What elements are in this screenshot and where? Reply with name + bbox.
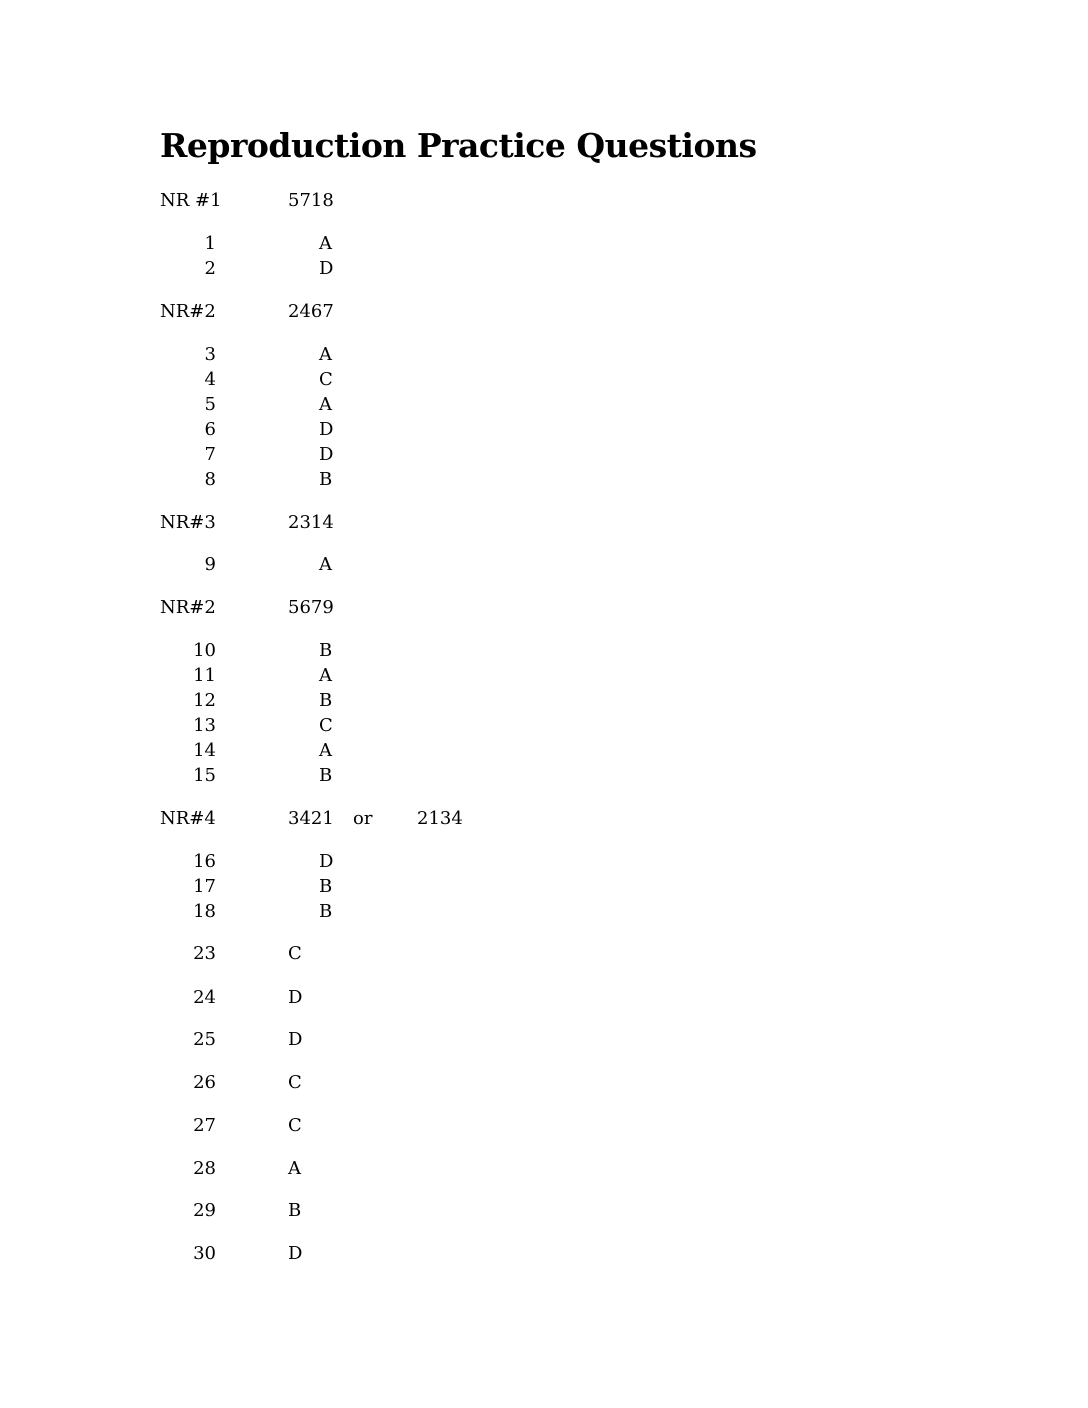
question-number: 5 [204,394,216,415]
section-code: 5679 [288,597,334,618]
question-answer: D [288,987,303,1008]
question-answer: D [288,1243,303,1264]
question-number: 28 [193,1158,216,1179]
question-answer: D [319,851,334,872]
question-answer: B [319,901,333,922]
question-number: 30 [193,1243,216,1264]
question-answer: D [319,419,334,440]
question-answer: A [288,1158,301,1179]
question-answer: C [319,369,333,390]
question-number: 25 [193,1029,216,1050]
question-number: 2 [204,258,216,279]
question-number: 8 [204,469,216,490]
question-answer: C [288,943,302,964]
question-answer: C [319,715,333,736]
section-label: NR #1 [160,190,222,211]
question-answer: B [319,640,333,661]
question-number: 29 [193,1200,216,1221]
question-number: 1 [204,233,216,254]
question-answer: D [288,1029,303,1050]
question-number: 11 [193,665,216,686]
question-answer: D [319,444,334,465]
question-number: 17 [193,876,216,897]
section-label: NR#3 [160,512,216,533]
question-answer: B [319,876,333,897]
section-label: NR#2 [160,597,216,618]
section-label: NR#2 [160,301,216,322]
question-number: 9 [204,554,216,575]
section-or-text: or [353,808,373,829]
question-number: 15 [193,765,216,786]
question-answer: C [288,1115,302,1136]
question-number: 18 [193,901,216,922]
section-label: NR#4 [160,808,216,829]
page-title: Reproduction Practice Questions [160,126,757,165]
question-number: 6 [204,419,216,440]
section-code: 5718 [288,190,334,211]
question-answer: B [319,765,333,786]
question-answer: A [319,554,332,575]
question-number: 13 [193,715,216,736]
question-number: 23 [193,943,216,964]
question-number: 4 [204,369,216,390]
question-number: 10 [193,640,216,661]
question-answer: D [319,258,334,279]
question-answer: B [288,1200,302,1221]
question-answer: B [319,469,333,490]
question-answer: A [319,344,332,365]
question-number: 12 [193,690,216,711]
question-number: 16 [193,851,216,872]
question-answer: A [319,233,332,254]
question-answer: A [319,665,332,686]
section-code: 2467 [288,301,334,322]
question-number: 14 [193,740,216,761]
section-alt-code: 2134 [417,808,463,829]
question-answer: B [319,690,333,711]
question-number: 3 [204,344,216,365]
question-answer: A [319,394,332,415]
question-answer: A [319,740,332,761]
question-number: 24 [193,987,216,1008]
question-number: 7 [204,444,216,465]
section-code: 2314 [288,512,334,533]
question-answer: C [288,1072,302,1093]
question-number: 26 [193,1072,216,1093]
question-number: 27 [193,1115,216,1136]
section-code: 3421 [288,808,334,829]
